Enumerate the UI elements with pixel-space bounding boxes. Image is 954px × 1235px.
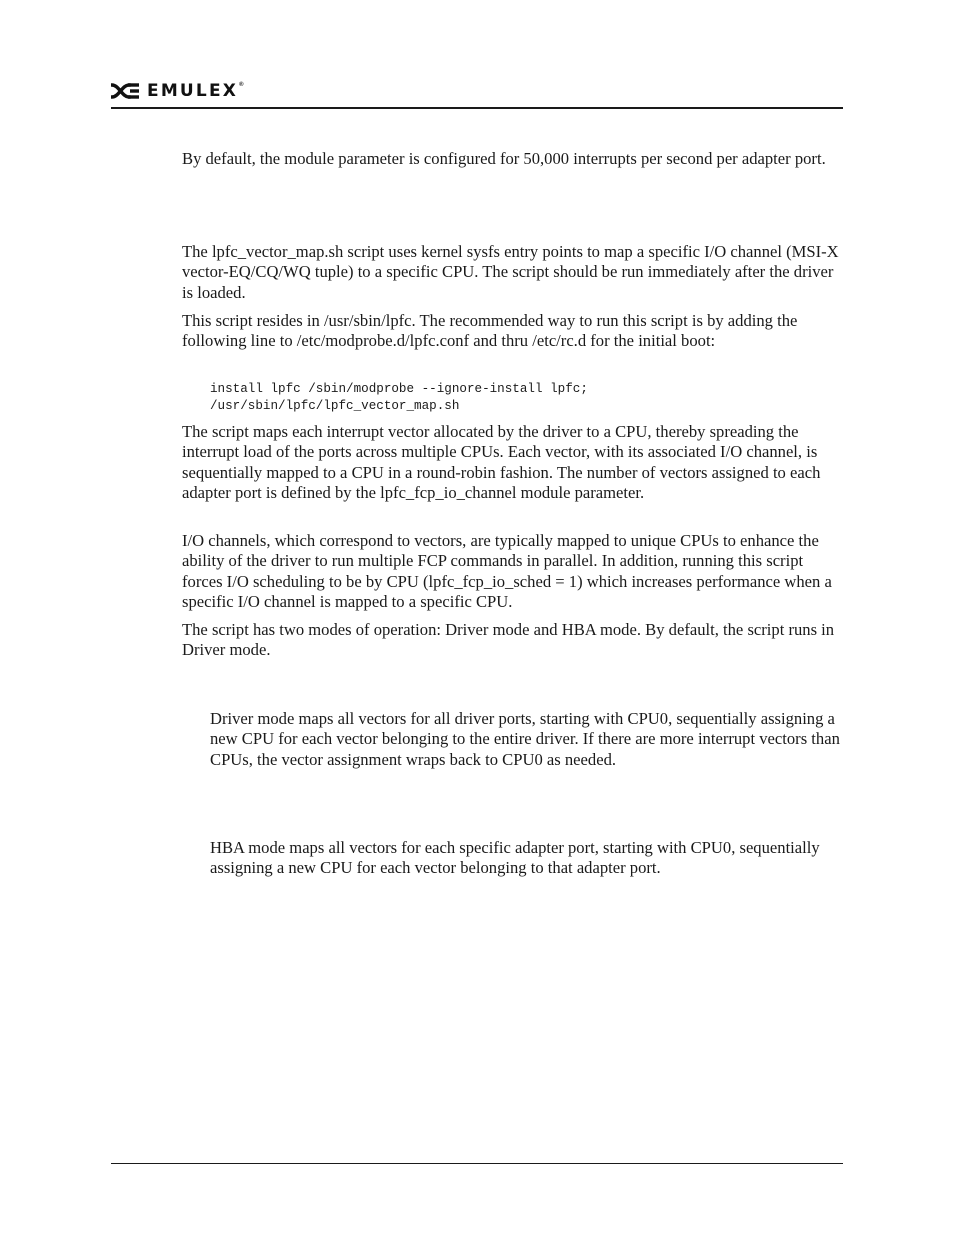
header-divider (111, 107, 843, 109)
code-line: /usr/sbin/lpfc/lpfc_vector_map.sh (210, 399, 460, 413)
emulex-logo (111, 81, 246, 101)
paragraph-modes: The script has two modes of operation: Driver mode and HBA mode. By default, the script runs in Driver mode. (182, 620, 835, 660)
paragraph-script-mapping: The script maps each interrupt vector allocated by the driver to a CPU, thereby spreading the interrupt load of the ports across multiple CPUs. Each vector, with its associated I/O channel, is sequentially mapped to a CPU in a round-robin fashion. The number of vectors assigned to each adapter port is defined by the lpfc_fcp_io_channel module parameter. (182, 422, 821, 502)
paragraph-hba-mode: HBA mode maps all vectors for each specific adapter port, starting with CPU0, sequentially assigning a new CPU for each vector belonging to that adapter port. (210, 838, 820, 878)
page-header (111, 78, 843, 109)
code-line: install lpfc /sbin/modprobe --ignore-install lpfc; (210, 382, 588, 396)
trademark-symbol: ® (239, 82, 246, 88)
paragraph-vector-map-intro: The lpfc_vector_map.sh script uses kernel sysfs entry points to map a specific I/O channel (MSI-X vector-EQ/CQ/WQ tuple) to a specific CPU. The script should be run immediately after the driver is loaded. (182, 242, 839, 302)
emulex-logo-mark-icon (111, 81, 141, 101)
paragraph-script-location: This script resides in /usr/sbin/lpfc. The recommended way to run this script is by adding the following line to /etc/modprobe.d/lpfc.conf and thru /etc/rc.d for the initial boot: (182, 311, 798, 351)
brand-name: EMULEX® (147, 81, 246, 101)
paragraph-io-channels: I/O channels, which correspond to vectors, are typically mapped to unique CPUs to enhance the ability of the driver to run multiple FCP commands in parallel. In addition, running this script forces I/O scheduling to be by CPU (lpfc_fcp_io_sched = 1) which increases performance when a specific I/O channel is mapped to a specific CPU. (182, 531, 832, 611)
footer-divider (111, 1163, 843, 1164)
code-block-install (210, 381, 588, 415)
paragraph-driver-mode: Driver mode maps all vectors for all driver ports, starting with CPU0, sequentially assigning a new CPU for each vector belonging to the entire driver. If there are more interrupt vectors than CPUs, the vector assignment wraps back to CPU0 as needed. (210, 709, 840, 769)
paragraph-interrupt-default: By default, the module parameter is configured for 50,000 interrupts per second per adapter port. (182, 149, 826, 168)
